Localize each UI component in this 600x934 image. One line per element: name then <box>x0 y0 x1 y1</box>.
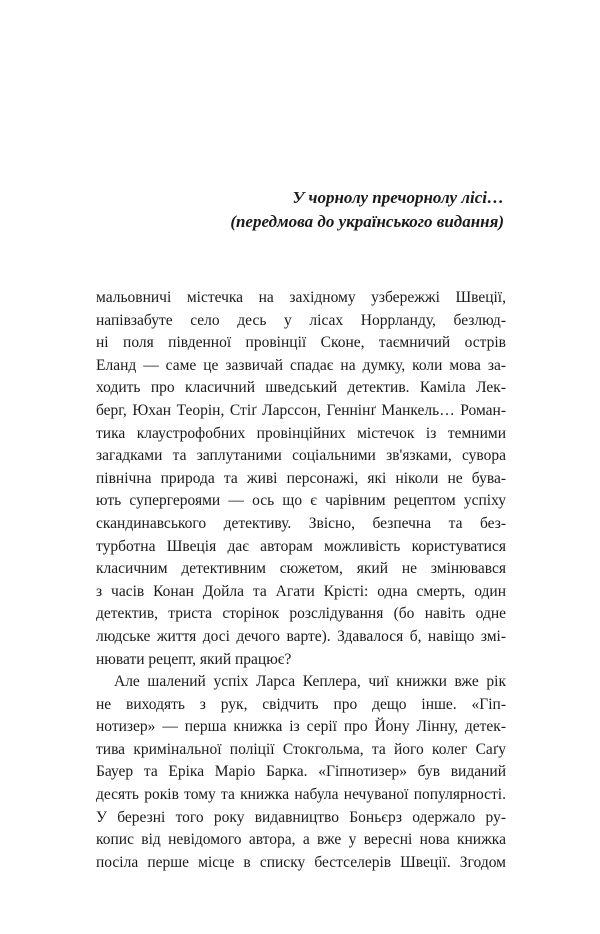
text-line: копис від невідомого автора, а вже у вересні нова книжка <box>96 831 506 849</box>
text-line: берг, Юхан Теорін, Стіґ Ларссон, Геннінґ Манкель… Роман- <box>96 401 506 419</box>
text-line: загадками та заплутаними соціальними зв'язками, сувора <box>96 447 506 465</box>
text-line: скандинавського детективу. Звісно, безпечна та без- <box>96 514 506 532</box>
text-line: північна природа та живі персонажі, які ніколи не бува- <box>96 469 506 487</box>
text-line: нотизер» — перша книжка із серії про Йону Лінну, детек- <box>96 718 506 736</box>
text-line: напівзабуте село десь у лісах Норрланду, безлюд- <box>96 311 506 329</box>
text-line: тива кримінальної поліції Стокгольма, та його колег Саґу <box>96 740 506 758</box>
text-line: десять років тому та книжка набула нечуваної популярності. <box>96 786 506 804</box>
paragraph <box>96 671 506 874</box>
paragraph <box>96 287 506 671</box>
chapter-subtitle: (передмова до українського видання) <box>230 212 504 231</box>
text-line: мальовничі містечка на західному узбережжі Швеції, <box>96 289 506 306</box>
text-line: ні поля південної провінції Сконе, таємничий острів <box>96 334 506 352</box>
text-line: нювати рецепт, який працює? <box>96 650 292 668</box>
text-line: ють супергероями — ось що є чарівним рецептом успіху <box>96 492 506 510</box>
chapter-heading <box>230 186 504 234</box>
text-line: тика клаустрофобних провінційних містечок із темними <box>96 424 506 442</box>
text-line: класичним детективним сюжетом, який не змінювався <box>96 560 506 578</box>
text-line: У березні того року видавництво Боньєрз одержало ру- <box>96 808 506 826</box>
text-line: ходить про класичний шведський детектив. Каміла Лек- <box>96 379 506 397</box>
text-line: з часів Конан Дойла та Агати Крісті: одна смерть, один <box>96 582 506 600</box>
text-line: не виходять з рук, свідчить про дещо інше. «Гіп- <box>96 695 506 713</box>
text-line: Але шалений успіх Ларса Кеплера, чиї книжки вже рік <box>114 673 506 691</box>
chapter-title: У чорнолу пречорнолу лісі… <box>292 188 504 207</box>
body-text <box>96 287 506 874</box>
text-line: посіла перше місце в списку бестселерів Швеції. Згодом <box>96 853 506 871</box>
text-line: детектив, триста сторінок розслідування (бо навіть одне <box>96 605 506 623</box>
text-line: Бауер та Еріка Маріо Барка. «Гіпнотизер» був виданий <box>96 763 506 781</box>
text-line: турботна Швеція дає авторам можливість користуватися <box>96 537 506 555</box>
text-line: людське життя досі дечого варте). Здавалося б, навіщо змі- <box>96 627 506 645</box>
text-line: Еланд — саме це зазвичай спадає на думку, коли мова за- <box>96 356 506 374</box>
